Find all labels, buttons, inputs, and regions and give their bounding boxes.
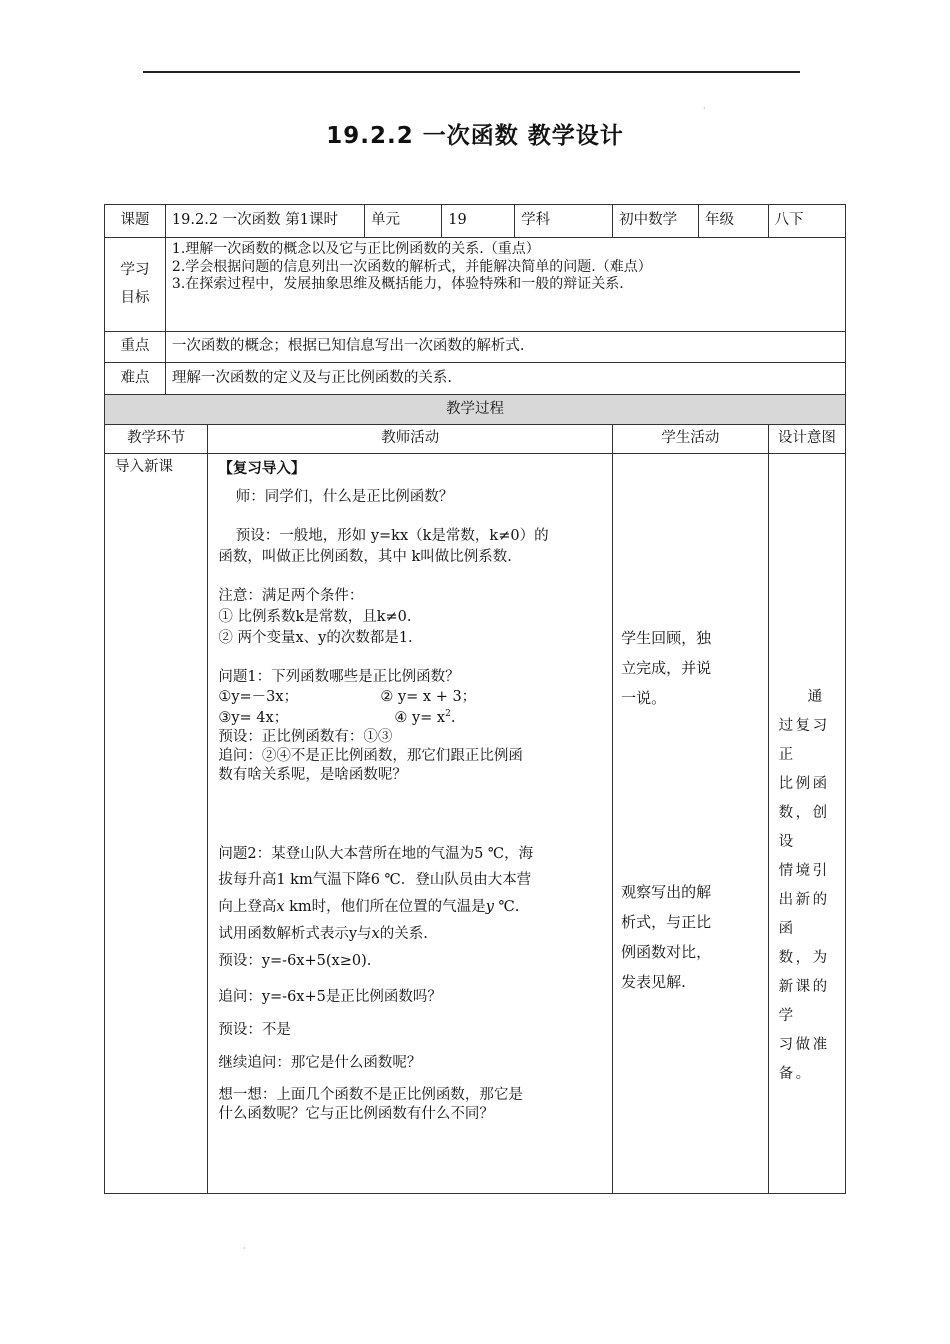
unit-label: 单元 (365, 205, 442, 238)
teacher-question: 师：同学们，什么是正比例函数？ (235, 489, 454, 506)
option-1: ①y=－3x； (218, 689, 299, 706)
page-title: 19.2.2 一次函数 教学设计 (326, 123, 624, 149)
option-3: ③y= 4x； (218, 709, 289, 726)
student-line: 析式，与正比 (621, 913, 712, 931)
col-intent: 设计意图 (768, 425, 845, 454)
stage-cell: 导入新课 (105, 454, 208, 1194)
q2-text: 的关系. (379, 926, 428, 943)
question-2-line-1: 问题2：某登山队大本营所在地的气温为5 ℃，海 (218, 845, 534, 862)
option-4-end: . (450, 709, 456, 726)
intent-line: 通过复习正 (778, 689, 830, 763)
preset-definition-1: 预设：一般地，形如 y=kx（k是常数，k≠0）的 (235, 528, 549, 545)
process-columns-row (105, 425, 846, 454)
q2-text: 向上登高 (218, 899, 277, 916)
option-4 (394, 710, 455, 726)
teacher-activity (208, 454, 613, 1194)
options-row-2 (218, 708, 604, 728)
student-activity (613, 454, 769, 1194)
goal-item: 3.在探索过程中，发展抽象思维及概括能力，体验特殊和一般的辩证关系. (171, 276, 624, 292)
think-2: 什么函数呢？它与正比例函数有什么不同？ (218, 1106, 494, 1123)
student-line: 观察写出的解 (621, 883, 712, 901)
condition-1: ① 比例系数k是常数，且k≠0. (218, 609, 412, 626)
intent-line: 习做准备。 (778, 1037, 830, 1082)
preset-formula: 预设：y=-6x+5(x≥0). (218, 952, 372, 969)
col-stage: 教学环节 (105, 425, 208, 454)
follow-up-1b: 数有啥关系呢，是啥函数呢？ (218, 766, 407, 783)
var-x: x (276, 899, 285, 916)
question-1: 问题1：下列函数哪些是正比例函数？ (218, 669, 460, 686)
page-dot: · (703, 104, 706, 113)
goal-item: 1.理解一次函数的概念以及它与正比例函数的关系.（重点） (171, 241, 540, 257)
col-student: 学生活动 (613, 425, 769, 454)
preset-answer: 预设：正比例函数有：①③ (218, 729, 393, 746)
process-header-row (105, 395, 846, 425)
student-line: 例函数对比， (621, 943, 712, 961)
intent-line: 数，为新课的学 (778, 950, 830, 1024)
think-1: 想一想：上面几个函数不是正比例函数，那它是 (218, 1086, 523, 1103)
goals-content (165, 238, 845, 332)
options-row-1 (218, 688, 604, 708)
goals-row (105, 238, 846, 332)
goals-label-line-2: 目标 (120, 289, 150, 306)
var-y: y (485, 899, 494, 916)
question-2-line-3 (218, 894, 604, 921)
difficulty-row (105, 363, 846, 395)
grade-label: 年级 (699, 205, 769, 238)
student-line: 学生回顾，独 (621, 629, 712, 647)
var-x: x (371, 926, 380, 943)
q2-text: 试用函数解析式表示y与 (218, 926, 372, 943)
col-teacher: 教师活动 (208, 425, 613, 454)
option-4-base: ④ y= x (394, 709, 446, 726)
subject-value: 初中数学 (613, 205, 699, 238)
follow-up-3: 继续追问：那它是什么函数呢？ (218, 1054, 422, 1071)
student-line: 发表见解. (621, 973, 686, 991)
goals-label (105, 238, 166, 332)
section-heading: 【复习导入】 (218, 460, 306, 477)
difficulty-text: 理解一次函数的定义及与正比例函数的关系. (165, 363, 845, 395)
note: 注意：满足两个条件： (218, 588, 364, 605)
difficulty-label: 难点 (105, 363, 166, 395)
intent-line: 比例函数，创设 (778, 776, 830, 850)
student-line: 立完成，并说 (621, 659, 712, 677)
q2-text: km时，他们所在位置的气温是 (284, 899, 486, 916)
option-4-exponent: 2 (445, 708, 451, 719)
goals-label-line-1: 学习 (120, 261, 150, 278)
preset-no: 预设：不是 (218, 1021, 291, 1038)
design-intent (768, 454, 845, 1194)
header-rule (143, 71, 800, 73)
key-points-row (105, 332, 846, 363)
subject-label: 学科 (515, 205, 613, 238)
key-points-text: 一次函数的概念；根据已知信息写出一次函数的解析式. (165, 332, 845, 363)
option-2: ② y= x + 3； (380, 689, 477, 706)
condition-2: ② 两个变量x、y的次数都是1. (218, 630, 413, 647)
goal-item: 2.学会根据问题的信息列出一次函数的解析式，并能解决简单的问题.（难点） (171, 258, 652, 275)
question-2-line-2: 拔每升高1 km气温下降6 ℃．登山队员由大本营 (218, 872, 532, 889)
student-line: 一说。 (621, 689, 667, 707)
process-header: 教学过程 (105, 395, 846, 425)
unit-value: 19 (442, 205, 515, 238)
lesson-plan-table (104, 204, 846, 1194)
grade-value: 八下 (768, 205, 845, 238)
preset-definition-2: 函数，叫做正比例函数，其中 k叫做比例系数. (218, 549, 512, 566)
intent-line: 情境引出新的函 (778, 863, 830, 937)
topic-value: 19.2.2 一次函数 第1课时 (165, 205, 364, 238)
question-2-line-4 (218, 921, 604, 948)
q2-text: ℃. (493, 899, 520, 916)
info-row (105, 205, 846, 238)
follow-up-2: 追问：y=-6x+5是正比例函数吗？ (218, 988, 442, 1005)
topic-label: 课题 (105, 205, 166, 238)
follow-up-1a: 追问：②④不是正比例函数，那它们跟正比例函 (218, 747, 523, 764)
key-points-label: 重点 (105, 332, 166, 363)
page-dot: · (243, 1244, 246, 1253)
process-content-row (105, 454, 846, 1194)
